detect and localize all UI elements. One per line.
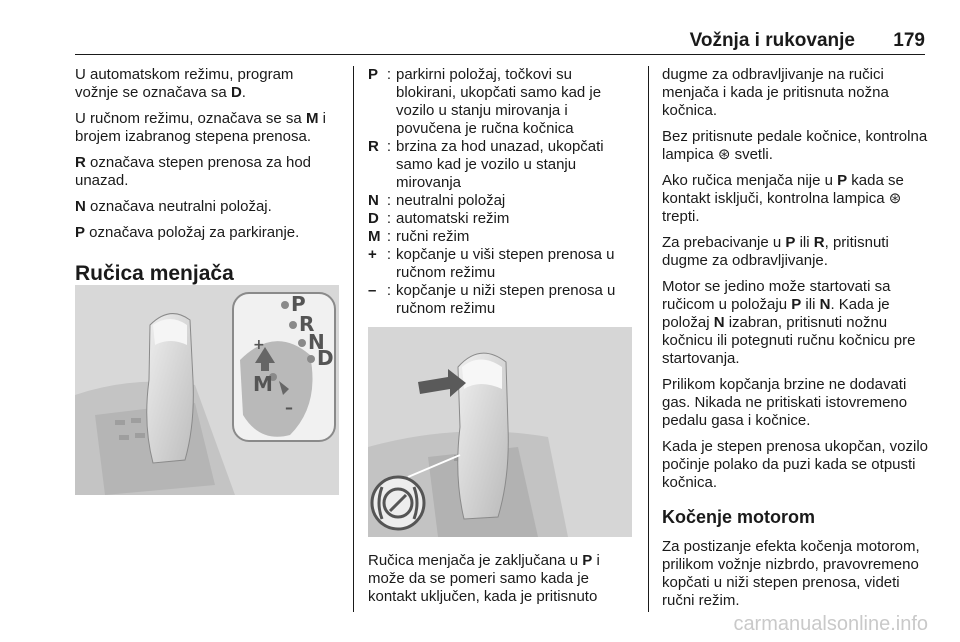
paragraph: Ako ručica menjača nije u P kada se kontakt isključi, kontrolna lampica ⊛ trepti. xyxy=(662,172,904,225)
figure-label: N xyxy=(308,330,325,354)
chapter-title: Vožnja i rukovanje xyxy=(689,30,855,51)
paragraph: Za prebacivanje u P ili R, pritisnuti dugme za odbravljivanje. xyxy=(662,234,889,269)
gear-position-list xyxy=(368,66,636,318)
list-item: – : kopčanje u niži stepen prenosa u ručnom režimu xyxy=(368,282,616,317)
paragraph: Za postizanje efekta kočenja motorom, prilikom vožnje nizbrdo, pravovremeno kopčati u niži stepen prenosa, videti ručni režim. xyxy=(662,538,920,609)
watermark: carmanualsonline.info xyxy=(733,613,928,635)
paragraph: Motor se jedino može startovati sa ručicom u položaju P ili N. Kada je položaj N izabran, pritisnuti nožnu kočnicu ili potegnuti ručnu kočnicu pre startovanja. xyxy=(662,278,916,367)
column-1 xyxy=(75,66,339,304)
section-heading: Kočenje motorom xyxy=(662,507,816,527)
page-header xyxy=(75,30,925,55)
page-number: 179 xyxy=(893,30,925,51)
list-item: N : neutralni položaj xyxy=(368,192,506,209)
paragraph: P označava položaj za parkiranje. xyxy=(75,224,300,241)
figure-label: M xyxy=(253,372,273,396)
paragraph: Bez pritisnute pedale kočnice, kontrolna lampica ⊛ svetli. xyxy=(662,128,928,163)
figure-label: D xyxy=(317,346,334,370)
paragraph: dugme za odbravljivanje na ručici menjača i kada je pritisnuta nožna kočnica. xyxy=(662,66,889,119)
list-item: D : automatski režim xyxy=(368,210,510,227)
column-3 xyxy=(662,66,928,618)
paragraph: Prilikom kopčanja brzine ne dodavati gas. Nikada ne pritiskati istovremeno pedalu gasa i kočnice. xyxy=(662,376,908,429)
figure-label: P xyxy=(291,292,306,316)
paragraph: R označava stepen prenosa za hod unazad. xyxy=(75,154,312,189)
column-divider xyxy=(648,66,649,612)
list-item: P : parkirni položaj, točkovi su blokirani, ukopčati samo kad je vozilo u stanju mirovanja i povučena je ručna kočnica xyxy=(368,66,602,137)
figure-caption: Ručica menjača je zaključana u P i može da se pomeri samo kada je kontakt uključen, kada je pritisnuto xyxy=(368,552,600,605)
paragraph: U automatskom režimu, program vožnje se označava sa D. xyxy=(75,66,294,101)
gear-selector-illustration xyxy=(75,285,339,495)
column-divider xyxy=(353,66,354,612)
list-item: R : brzina za hod unazad, ukopčati samo kad je vozilo u stanju mirovanja xyxy=(368,138,604,191)
figure-label: R xyxy=(299,312,315,336)
figure-label: + xyxy=(253,337,265,353)
figure-label: – xyxy=(285,398,293,417)
section-heading: Ručica menjača xyxy=(75,262,234,285)
selector-lever-unlock-illustration xyxy=(368,327,632,537)
paragraph: Kada je stepen prenosa ukopčan, vozilo počinje polako da puzi kada se otpusti kočnica. xyxy=(662,438,929,491)
list-item: + : kopčanje u viši stepen prenosa u ručnom režimu xyxy=(368,246,615,281)
paragraph: U ručnom režimu, označava se sa M i brojem izabranog stepena prenosa. xyxy=(75,110,326,145)
column-2 xyxy=(368,66,636,318)
list-item: M : ručni režim xyxy=(368,228,470,245)
paragraph: N označava neutralni položaj. xyxy=(75,198,272,215)
